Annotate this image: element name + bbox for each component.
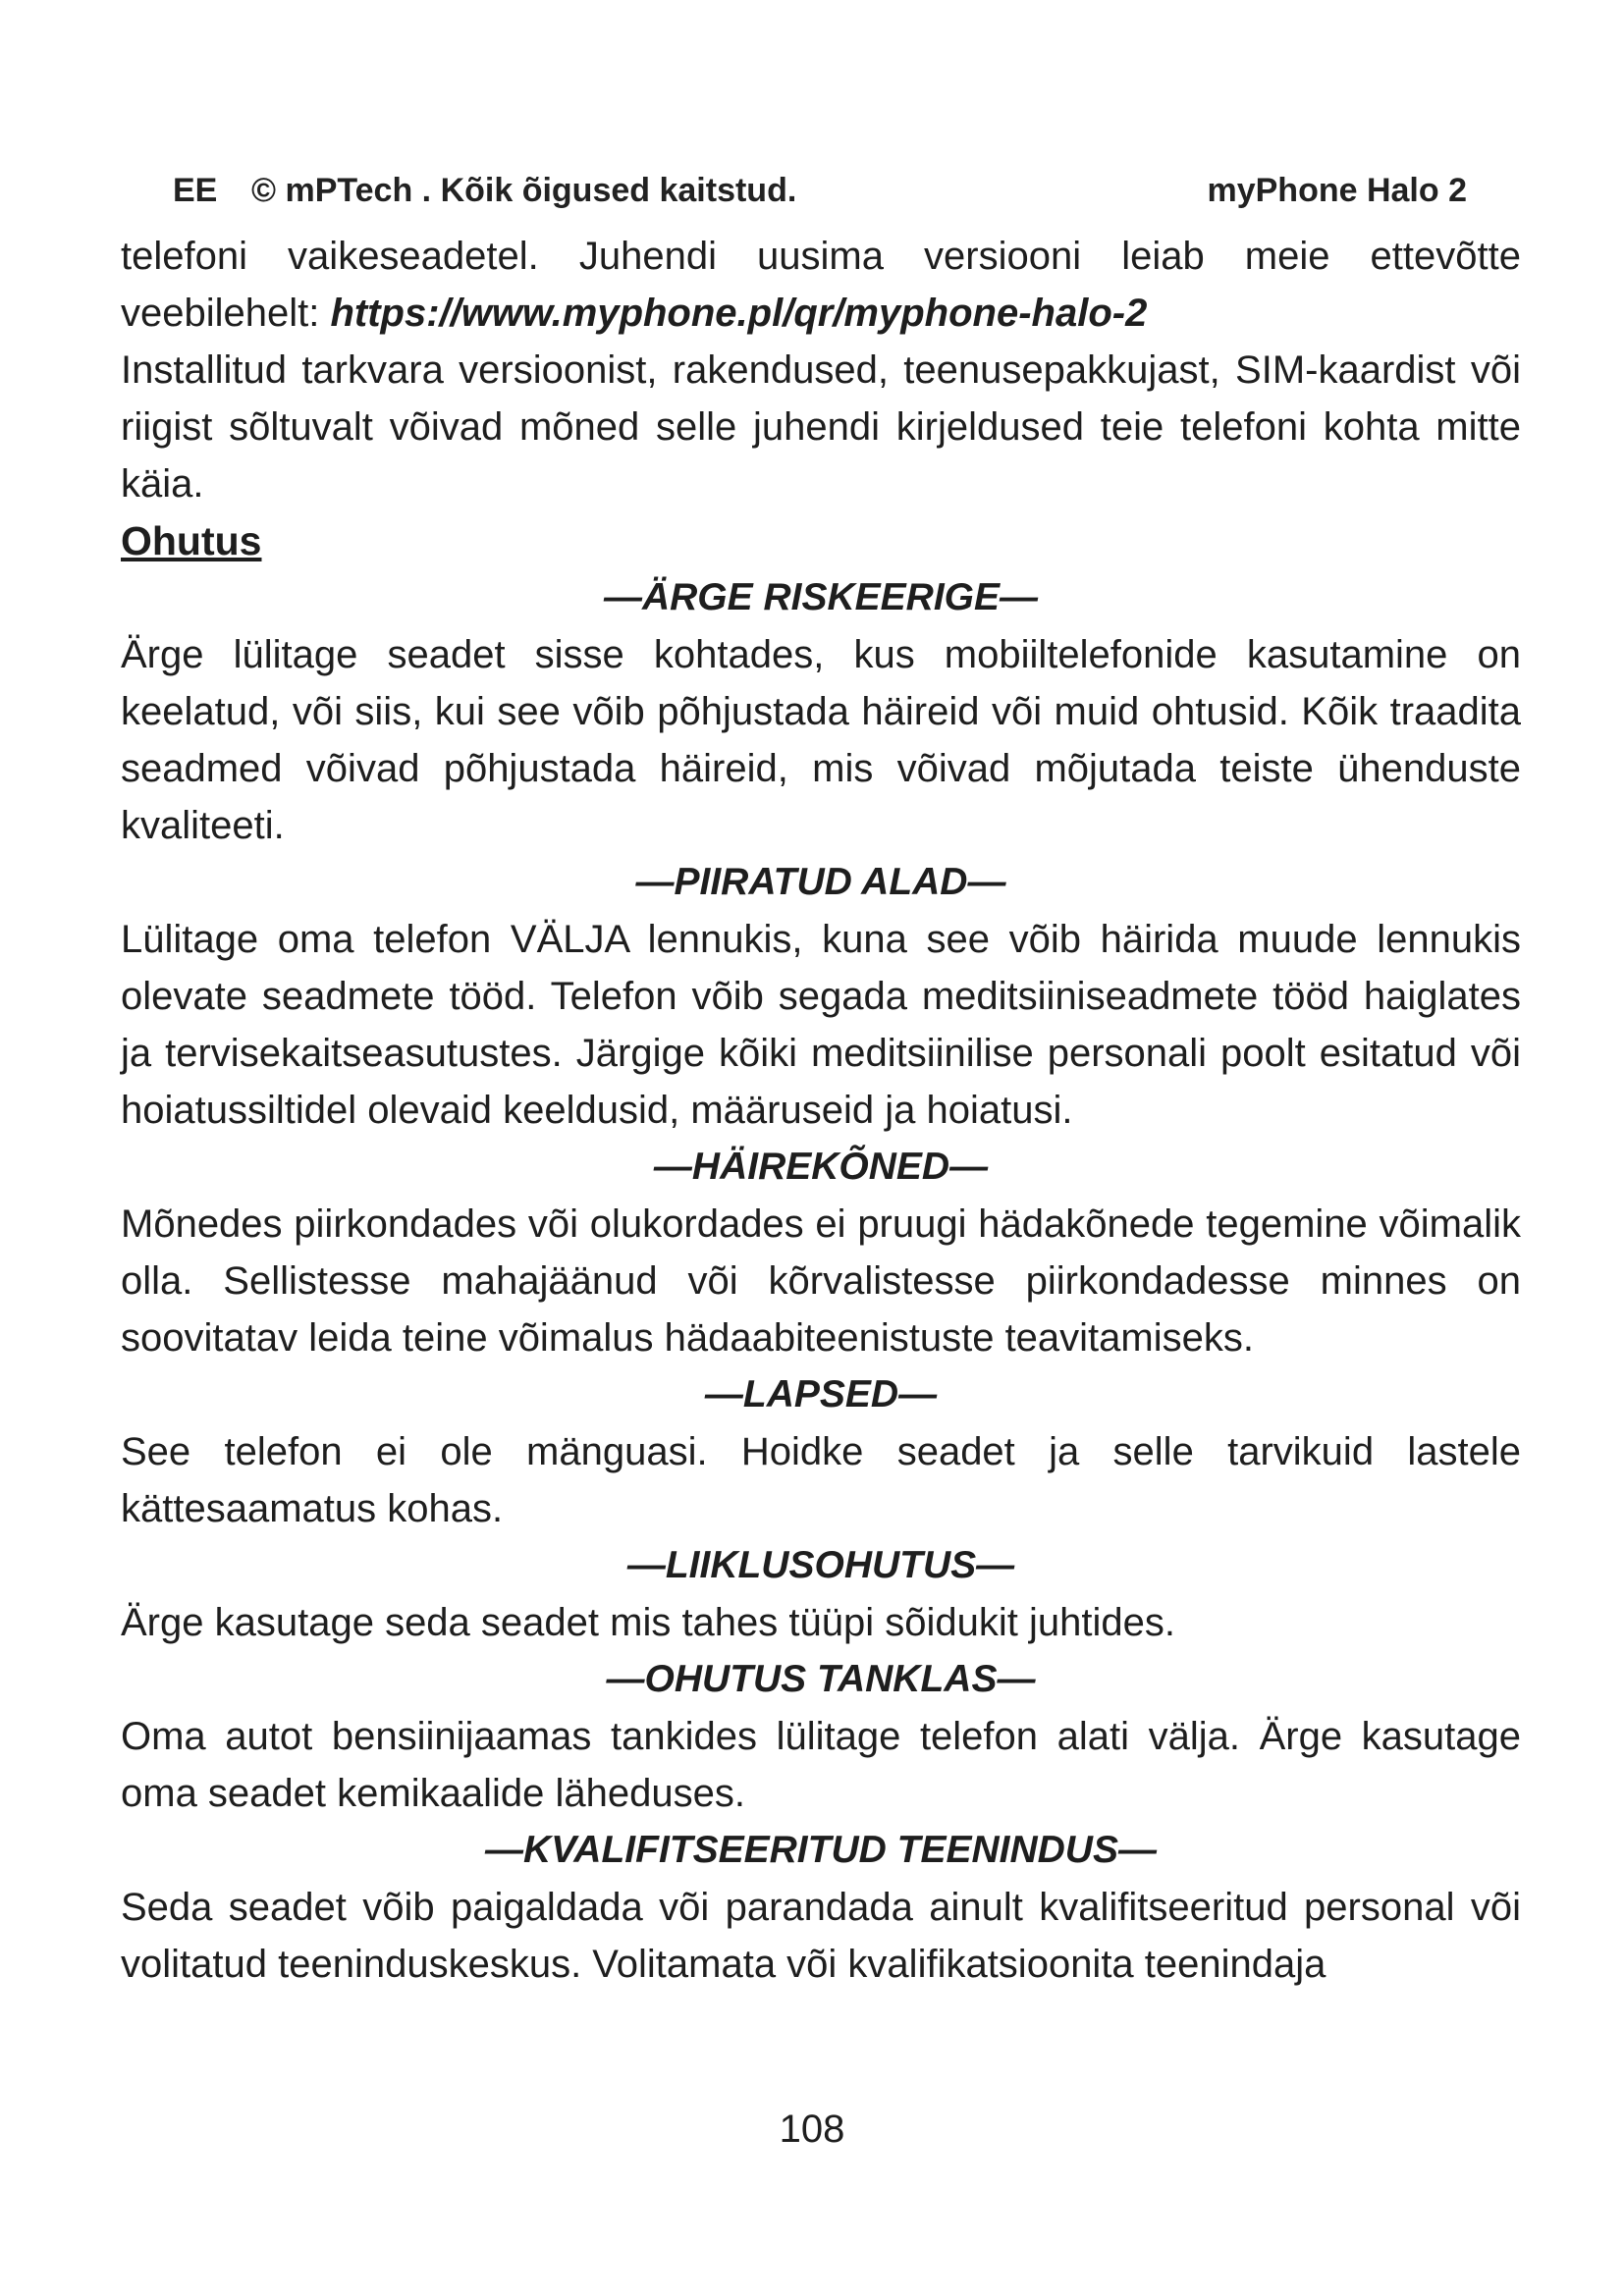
software-note-paragraph: Installitud tarkvara versioonist, rakendused, teenusepakkujast, SIM-kaardist või riigist sõltuvalt võivad mõned selle juhendi kirjeldused teie telefoni kohta mitte käia.	[121, 348, 1521, 506]
intro-text: telefoni vaikeseadetel. Juhendi uusima versiooni leiab meie ettevõtte veebilehelt:	[121, 235, 1521, 335]
device-model: myPhone Halo 2	[1207, 172, 1467, 209]
subheading-gas-station-safety: —OHUTUS TANKLAS—	[606, 1658, 1036, 1700]
paragraph-children: See telefon ei ole mänguasi. Hoidke seadet ja selle tarvikuid lastele kättesaamatus kohas.	[121, 1430, 1521, 1530]
paragraph-restricted-areas: Lülitage oma telefon VÄLJA lennukis, kuna see võib häirida muude lennukis olevate seadmete tööd. Telefon võib segada meditsiiniseadmete tööd haiglates ja tervisekaitseasutustes. Järgige kõiki meditsiinilise personali poolt esitatud või hoiatussiltidel olevaid keeldusid, määruseid ja hoiatusi.	[121, 918, 1521, 1132]
subheading-restricted-areas: —PIIRATUD ALAD—	[635, 861, 1006, 903]
paragraph-traffic-safety: Ärge kasutage seda seadet mis tahes tüüpi sõidukit juhtides.	[121, 1601, 1175, 1644]
subheading-children: —LAPSED—	[704, 1373, 938, 1415]
intro-paragraph	[121, 228, 1521, 342]
subheading-traffic-safety: —LIIKLUSOHUTUS—	[626, 1544, 1015, 1586]
section-title-safety: Ohutus	[121, 518, 262, 563]
manual-url-link[interactable]: https://www.myphone.pl/qr/myphone-halo-2	[330, 292, 1148, 335]
document-body	[121, 228, 1521, 1993]
subheading-emergency-calls: —HÄIREKÕNED—	[653, 1146, 989, 1188]
paragraph-no-risk: Ärge lülitage seadet sisse kohtades, kus mobiiltelefonide kasutamine on keelatud, või siis, kui see võib põhjustada häireid või muid ohtusid. Kõik traadita seadmed võivad põhjustada häireid, mis võivad mõjutada teiste ühenduste kvaliteeti.	[121, 633, 1521, 847]
copyright-notice: © mPTech . Kõik õigused kaitstud.	[251, 172, 797, 209]
subheading-qualified-service: —KVALIFITSEERITUD TEENINDUS—	[485, 1829, 1157, 1871]
paragraph-qualified-service: Seda seadet võib paigaldada või parandada ainult kvalifitseeritud personal või volitatud teeninduskeskus. Volitamata või kvalifikatsioonita teenindaja	[121, 1886, 1521, 1986]
language-code: EE	[173, 172, 218, 209]
subheading-no-risk: —ÄRGE RISKEERIGE—	[603, 576, 1039, 618]
page-number: 108	[779, 2108, 845, 2151]
paragraph-gas-station-safety: Oma autot bensiinijaamas tankides lülitage telefon alati välja. Ärge kasutage oma seadet kemikaalide läheduses.	[121, 1715, 1521, 1815]
paragraph-emergency-calls: Mõnedes piirkondades või olukordades ei pruugi hädakõnede tegemine võimalik olla. Sellistesse mahajäänud või kõrvalistesse piirkondadesse minnes on soovitatav leida teine võimalus hädaabiteenistuste teavitamiseks.	[121, 1202, 1521, 1360]
